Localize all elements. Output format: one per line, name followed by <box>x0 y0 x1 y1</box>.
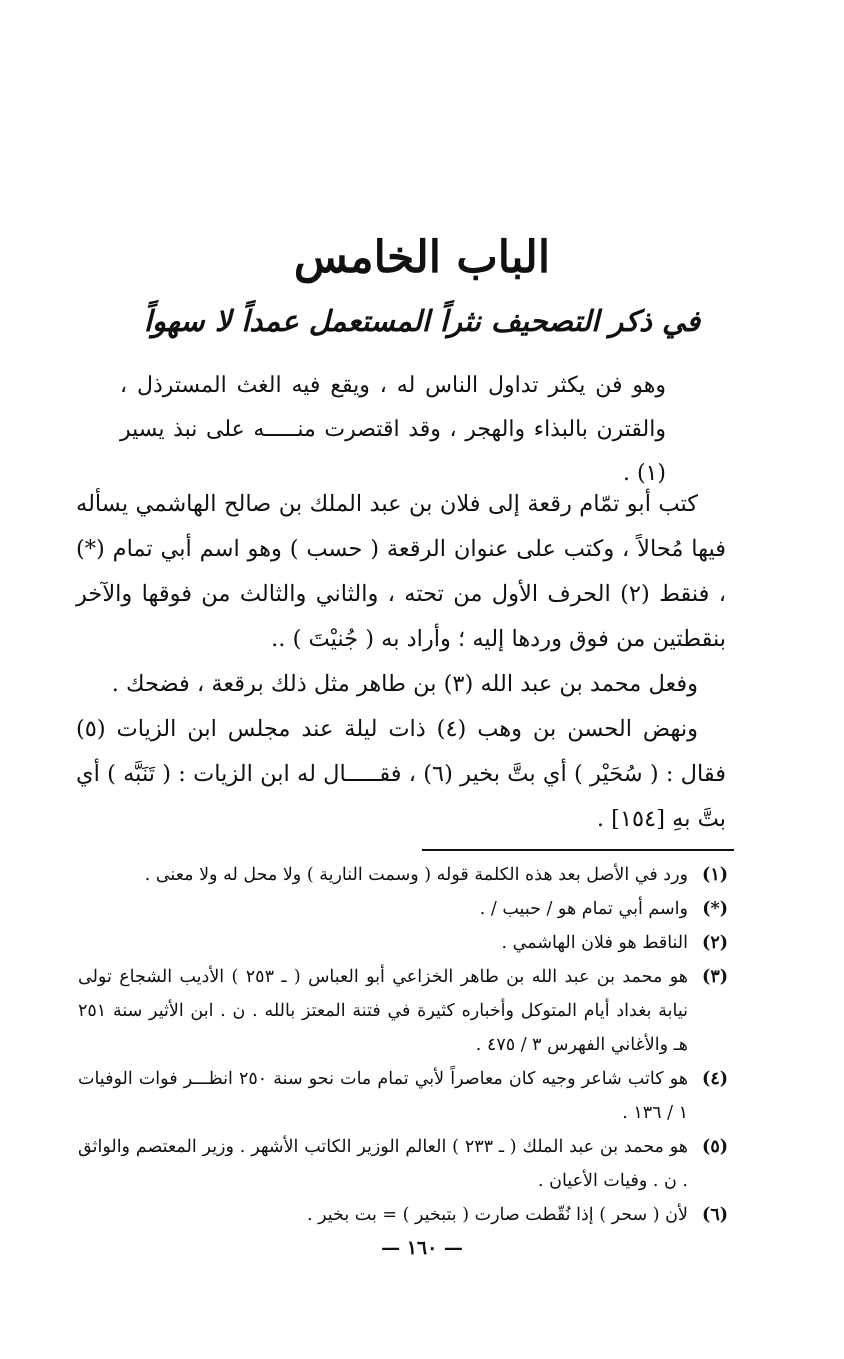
footnote <box>78 926 728 960</box>
footnote-text: هو محمد بن عبد الله بن طاهر الخزاعي أبو العباس ( ـ ٢٥٣ ) الأديب الشجاع تولى نيابة بغداد أيام المتوكل وأخباره كثيرة في فتنة المعتز بالله . ن . ابن الأثير سنة ٢٥١ هـ والأغاني الفهرس ٣ / ٤٧٥ . <box>78 967 688 1055</box>
footnote-number: (١) <box>702 865 728 885</box>
footnote-text: لأن ( سحر ) إذا نُقّطت صارت ( بتبخير ) = بت بخير . <box>306 1205 688 1225</box>
footnote-text: هو محمد بن عبد الملك ( ـ ٢٣٣ ) العالم الوزير الكاتب الأشهر . وزير المعتصم والواثق . ن . وفيات الأعيان . <box>78 1137 688 1191</box>
footnote-number: (٢) <box>702 933 728 953</box>
footnote-text: ورد في الأصل بعد هذه الكلمة قوله ( وسمت النارية ) ولا محل له ولا معنى . <box>144 865 688 885</box>
footnote <box>78 892 728 926</box>
paragraph-ibn-wahb: ونهض الحسن بن وهب (٤) ذات ليلة عند مجلس ابن الزيات (٥) فقال : ( سُحَيْر ) أي بتَّ بخير (٦) ، فقـــــال له ابن الزيات : ( تَنَبَّه ) أي بتَّ بهِ [١٥٤] . <box>76 716 726 832</box>
footnote <box>78 1130 728 1198</box>
paragraph-ibn-tahir: وفعل محمد بن عبد الله (٣) بن طاهر مثل ذلك برقعة ، فضحك . <box>111 671 698 697</box>
footnote <box>78 960 728 1062</box>
footnotes <box>78 858 728 1232</box>
chapter-title: الباب الخامس <box>293 232 551 283</box>
main-text <box>76 482 726 842</box>
footnote-text: هو كاتب شاعر وجيه كان معاصراً لأبي تمام مات نحو سنة ٢٥٠ انظـــر فوات الوفيات ١ / ١٣٦ . <box>78 1069 688 1123</box>
footnote <box>78 1062 728 1130</box>
footnote-text: واسم أبي تمام هو / حبيب / . <box>479 899 688 919</box>
page-number: — ١٦٠ — <box>381 1237 463 1259</box>
footnote <box>78 858 728 892</box>
footnote-number: (٥) <box>702 1137 728 1157</box>
footnote-number: (*) <box>702 899 728 919</box>
footnote-divider <box>422 849 734 851</box>
footnote <box>78 1198 728 1232</box>
intro-paragraph: وهو فن يكثر تداول الناس له ، ويقع فيه الغث المسترذل ، والقترن بالبذاء والهجر ، وقد اقتصرت منـــــه على نبذ يسير (١) . <box>120 373 666 486</box>
footnote-number: (٤) <box>702 1069 728 1089</box>
footnote-number: (٣) <box>702 967 728 987</box>
paragraph-abu-tammam: كتب أبو تمّام رقعة إلى فلان بن عبد الملك بن صالح الهاشمي يسأله فيها مُحالاً ، وكتب على عنوان الرقعة ( حسب ) وهو اسم أبي تمام (*) ، فنقط (٢) الحرف الأول من تحته ، والثاني والثالث من فوقها والآخر بنقطتين من فوق وردها إليه ؛ وأراد به ( جُنيْتَ ) .. <box>76 491 726 652</box>
footnote-number: (٦) <box>702 1205 728 1225</box>
chapter-subtitle: في ذكر التصحيف نثراً المستعمل عمداً لا سهواً <box>143 304 701 338</box>
footnote-text: الناقط هو فلان الهاشمي . <box>501 933 688 953</box>
